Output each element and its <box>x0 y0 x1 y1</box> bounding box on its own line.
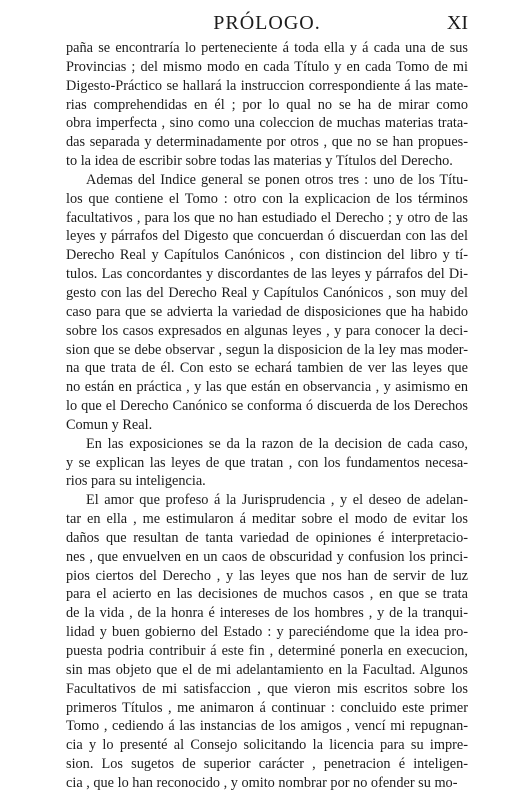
text-line: lo que el Derecho Canónico se conforma ó discuerda de los Derechos <box>66 398 468 415</box>
text-line: leyes y párrafos del Digesto que concuerdan ó discuerdan con las del <box>66 228 468 245</box>
paragraph <box>66 491 468 793</box>
text-line: Comun y Real. <box>66 416 153 433</box>
text-line: tulos. Las concordantes y discordantes de las leyes y párrafos del Di- <box>66 266 468 283</box>
text-line: to la idea de escribir sobre todas las materias y Títulos del Derecho. <box>66 153 453 170</box>
text-line: cia , que lo han reconocido , y omito nombrar por no ofender su mo- <box>66 774 458 791</box>
text-line: de la vida , de la honra é intereses de los hombres , y de la tranqui- <box>66 605 468 622</box>
page-header <box>60 8 474 38</box>
text-line: puesta podria contribuir á este fin , determiné ponerla en execucion, <box>66 643 468 659</box>
text-line: primeros Títulos , me animaron á continuar : concluido este primer <box>66 699 468 716</box>
text-line: Ademas del Indice general se ponen otros tres : uno de los Títu- <box>86 171 468 188</box>
paragraph <box>66 39 468 171</box>
text-line: facultativos , para los que no han estudiado el Derecho ; y otro de las <box>66 209 468 226</box>
text-line: no están en práctica , y las que están en observancia , y asimismo en <box>66 379 468 396</box>
text-line: tar en ella , me estimularon á meditar sobre el modo de evitar los <box>66 511 468 528</box>
text-line: Tomo , cediendo á las instancias de los amigos , vencí mi repugnan- <box>66 718 468 735</box>
text-line: daños que resultan de tanta variedad de opiniones é interpretacio- <box>66 529 468 546</box>
text-line: los que contiene el Tomo : otro con la explicacion de los términos <box>66 190 468 207</box>
text-line: pios ciertos del Derecho , y las leyes que nos han de servir de luz <box>66 567 468 584</box>
text-line: rias comprehendidas en él ; por lo qual no se ha de mirar como <box>66 96 468 113</box>
text-line: caso para que se advierta la variedad de disposiciones que ha habido <box>66 303 468 320</box>
text-line: paña se encontraría lo perteneciente á toda ella y á cada una de sus <box>66 40 468 56</box>
text-line: En las exposiciones se da la razon de la decision de cada caso, <box>86 435 468 452</box>
text-line: para el acierto en las decisiones de muchos casos , en que se trata <box>66 586 468 603</box>
text-body <box>66 39 468 793</box>
text-line: obra imperfecta , sino como una coleccion de muchas materias trata- <box>66 115 468 132</box>
text-line: na que trata de él. Con esto se echará tambien de ver las leyes que <box>66 360 468 377</box>
text-line: y se explican las leyes de que tratan , con los fundamentos necesa- <box>66 454 468 471</box>
text-line: sion que se debe observar , segun la disposicion de la ley mas moder- <box>66 341 468 358</box>
paragraph <box>66 435 468 492</box>
text-line: gesto con las del Derecho Real y Capítulos Canónicos , son muy del <box>66 284 468 301</box>
text-line: Facultativos de mi satisfaccion , que vieron mis escritos sobre los <box>66 680 468 697</box>
text-line: nes , que envuelven en un caos de obscuridad y confusion los princi- <box>66 548 468 565</box>
text-line: Derecho Real y Capítulos Canónicos , con distincion del libro y tí- <box>66 247 468 264</box>
text-line: das separada y determinadamente por otros , que no se han propues- <box>66 134 468 151</box>
text-line: El amor que profeso á la Jurisprudencia , y el deseo de adelan- <box>86 492 468 509</box>
text-line: lidad y buen gobierno del Estado : y pareciéndome que la idea pro- <box>66 624 468 641</box>
text-line: sion. Los sugetos de superior carácter , penetracion é inteligen- <box>66 756 468 773</box>
page-number: XI <box>446 12 468 34</box>
running-title: PRÓLOGO. <box>213 12 321 34</box>
text-line: Digesto-Práctico se hallará la instruccion correspondiente á las mate- <box>66 77 468 94</box>
text-line: cia y lo presenté al Consejo solicitando la licencia para su impre- <box>66 737 468 754</box>
text-line: rios para su inteligencia. <box>66 473 206 490</box>
text-line: sin mas objeto que el de mi adelantamiento en la Facultad. Algunos <box>66 661 468 678</box>
paragraph <box>66 171 468 435</box>
text-line: sobre los casos expresados en algunas leyes , y para conocer la deci- <box>66 322 468 339</box>
text-line: Provincias ; del mismo modo en cada Título y en cada Tomo de mi <box>66 58 468 75</box>
